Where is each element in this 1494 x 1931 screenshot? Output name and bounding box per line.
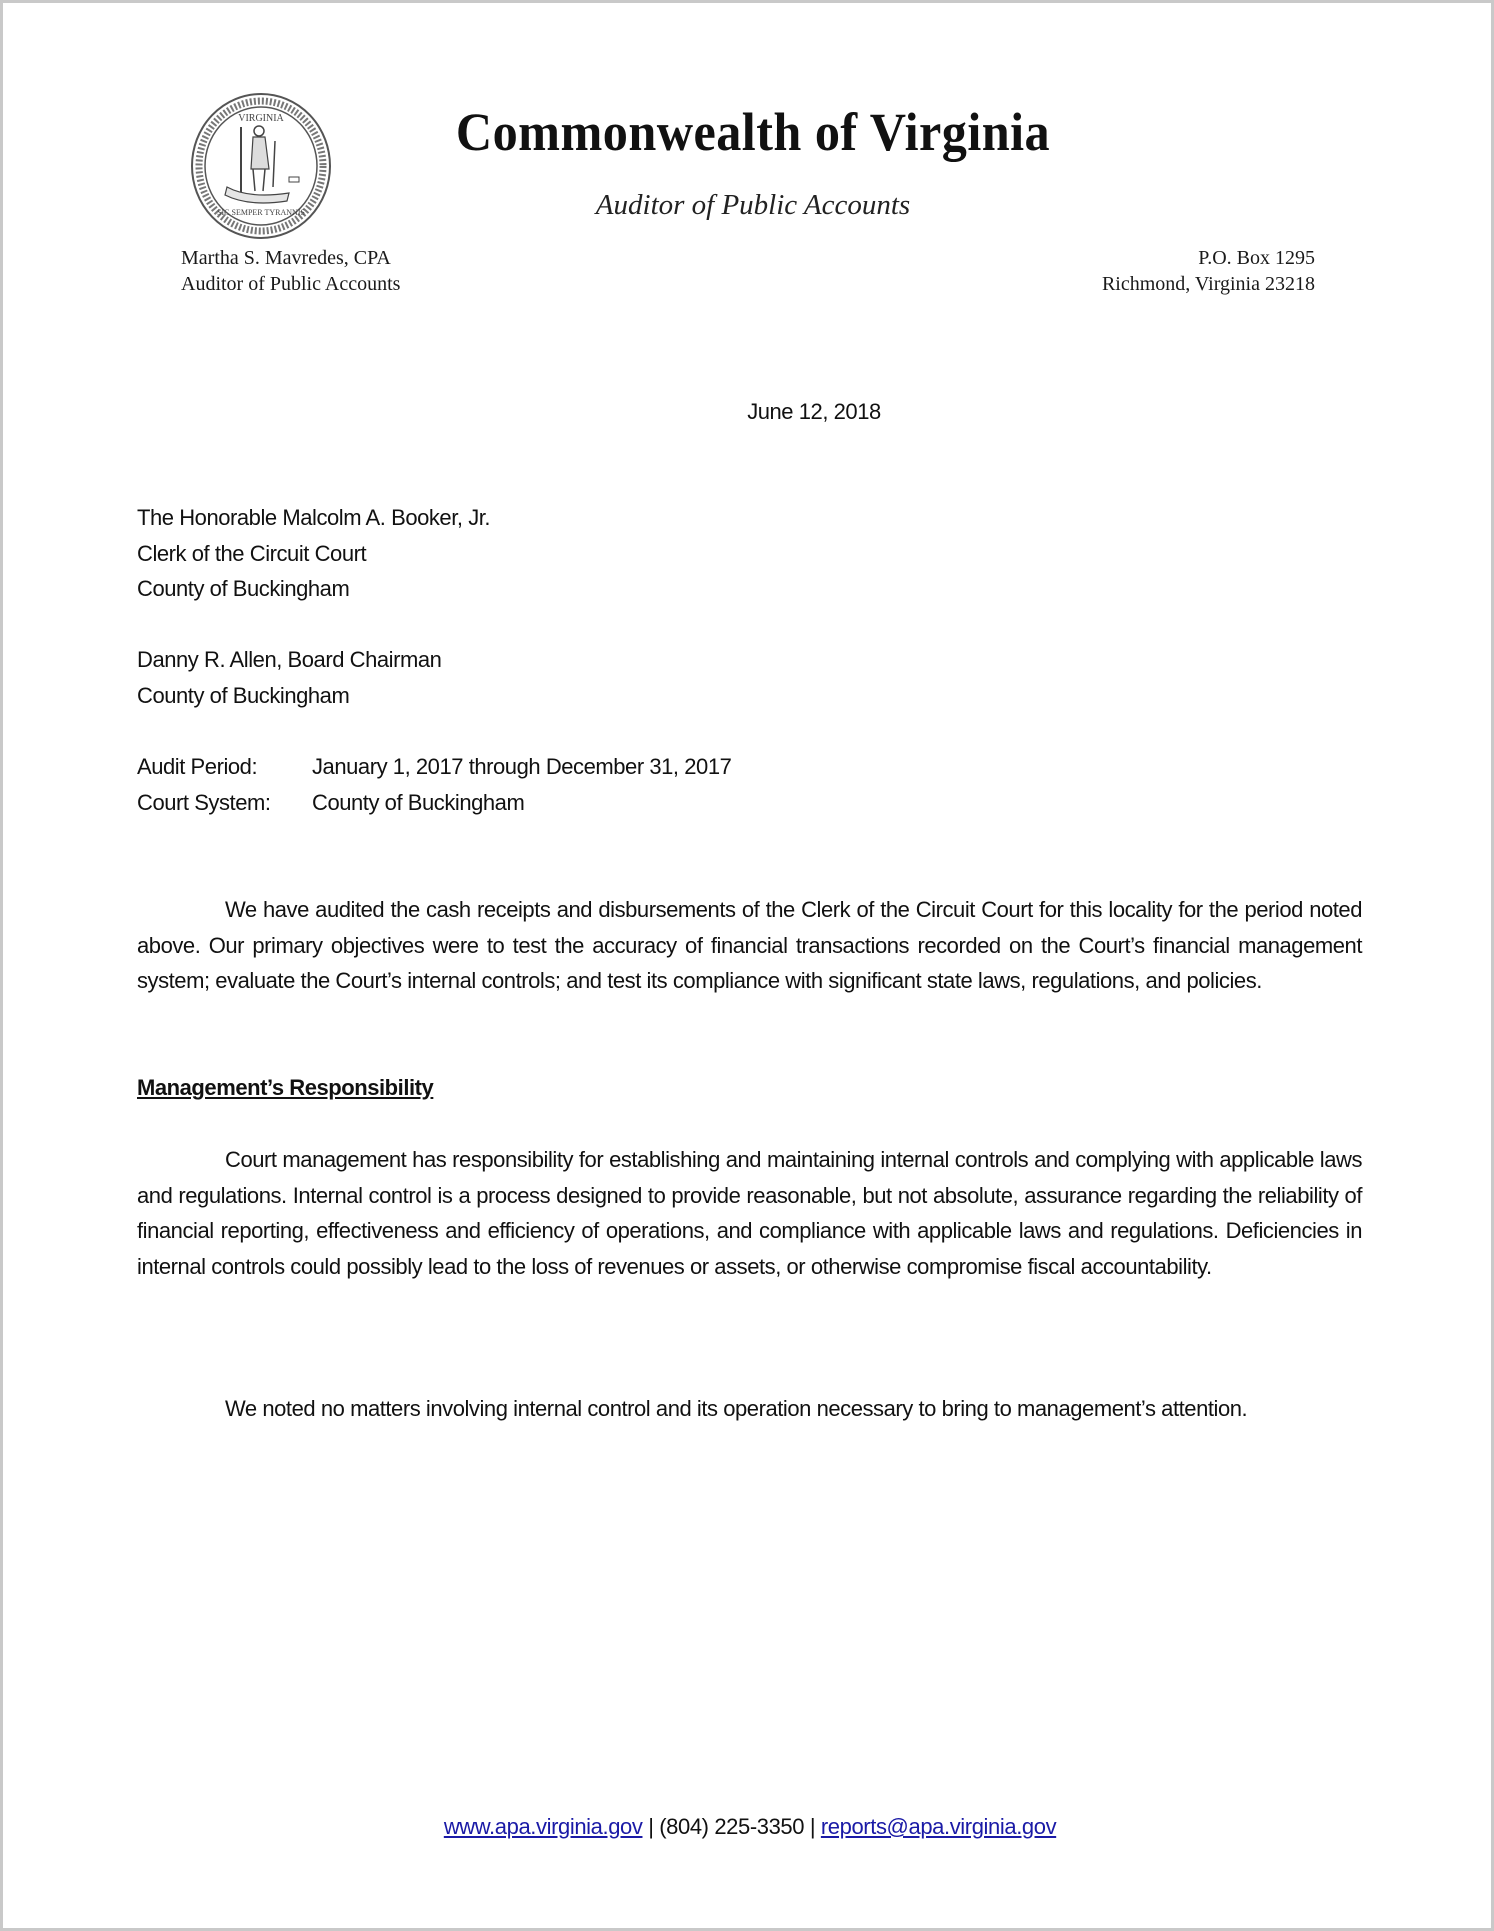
- audit-info-block: [137, 749, 1362, 820]
- footer-separator: |: [809, 1814, 816, 1839]
- section-heading: Management’s Responsibility: [137, 1075, 434, 1100]
- responsibility-paragraph-block: [137, 1142, 1362, 1285]
- court-system-row: [137, 785, 1362, 821]
- address-line-2: Richmond, Virginia 23218: [1101, 273, 1315, 295]
- website-link[interactable]: www.apa.virginia.gov: [443, 1814, 643, 1839]
- email-link[interactable]: reports@apa.virginia.gov: [820, 1814, 1057, 1839]
- address-block: [1102, 245, 1315, 297]
- svg-text:SIC SEMPER TYRANNIS: SIC SEMPER TYRANNIS: [217, 208, 305, 217]
- audit-period-label: Audit Period:: [137, 754, 258, 779]
- virginia-seal-icon: [189, 91, 333, 241]
- intro-paragraph: We have audited the cash receipts and disbursements of the Clerk of the Circuit Court for this locality for the period noted above. Our primary objectives were to test the accuracy of financial transactions recorded on the Court’s financial management system; evaluate the Court’s internal controls; and test its compliance with significant state laws, regulations, and policies.: [137, 897, 1362, 994]
- letterhead-title: Commonwealth of Virginia: [455, 102, 1051, 162]
- responsibility-paragraph: Court management has responsibility for establishing and maintaining internal controls and complying with applicable laws and regulations. Internal control is a process designed to provide reasonable, but not absolute, assurance regarding the reliability of financial reporting, effectiveness and efficiency of operations, and compliance with applicable laws and regulations. Deficiencies in internal controls could possibly lead to the loss of revenues or assets, or otherwise compromise fiscal accountability.: [137, 1147, 1362, 1280]
- conclusion-paragraph: We noted no matters involving internal control and its operation necessary to bring to management’s attention.: [225, 1396, 1248, 1421]
- letterhead-subtitle: Auditor of Public Accounts: [595, 189, 911, 221]
- footer-separator: |: [648, 1814, 654, 1839]
- recipient-line: Clerk of the Circuit Court: [137, 540, 367, 566]
- auditor-role: Auditor of Public Accounts: [181, 273, 401, 295]
- recipient-line: Danny R. Allen, Board Chairman: [137, 647, 442, 672]
- letter-date: June 12, 2018: [747, 399, 881, 424]
- recipient-line: The Honorable Malcolm A. Booker, Jr.: [137, 505, 491, 530]
- svg-text:VIRGINIA: VIRGINIA: [238, 113, 284, 124]
- auditor-name: Martha S. Mavredes, CPA: [181, 247, 391, 269]
- address-line-1: P.O. Box 1295: [1198, 247, 1315, 269]
- auditor-block: [181, 245, 400, 297]
- intro-paragraph-block: [137, 892, 1362, 999]
- recipient-line: County of Buckingham: [137, 576, 350, 602]
- audit-period-value: January 1, 2017 through December 31, 2017: [312, 754, 732, 779]
- recipient-line: County of Buckingham: [137, 682, 350, 708]
- court-system-label: Court System:: [137, 789, 271, 815]
- section-heading-block: [137, 1070, 1362, 1106]
- phone-number: (804) 225-3350: [659, 1814, 805, 1839]
- recipient-block-1: [137, 500, 1362, 607]
- audit-period-row: [137, 749, 1362, 785]
- conclusion-paragraph-block: [137, 1391, 1362, 1427]
- court-system-value: County of Buckingham: [312, 789, 525, 815]
- recipient-block-2: [137, 642, 1362, 713]
- footer: [3, 1809, 1494, 1845]
